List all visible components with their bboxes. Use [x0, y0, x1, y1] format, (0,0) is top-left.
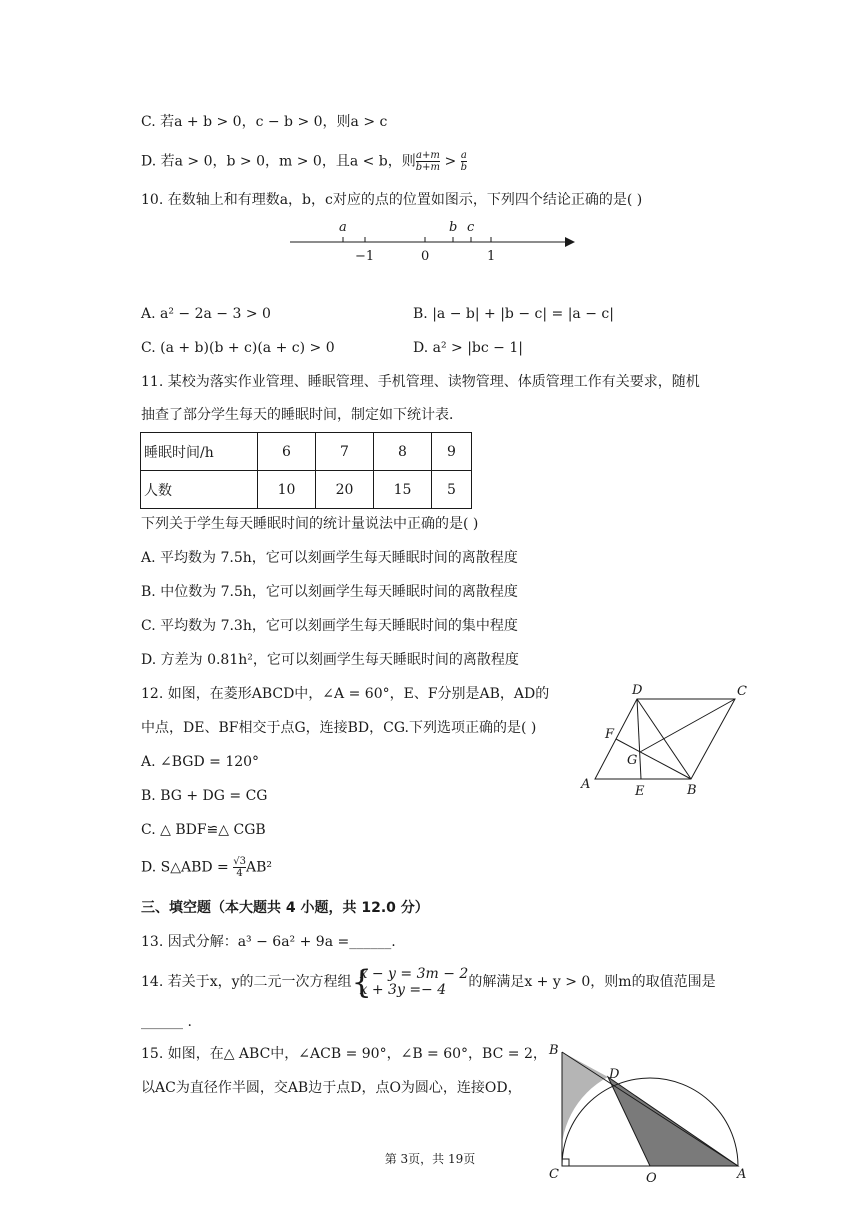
q15-label-o: O — [646, 1171, 657, 1186]
q14-post: 的解满足x + y > 0，则m的取值范围是 — [468, 974, 716, 990]
q12-option-c: C. △ BDF≌△ CGB — [141, 822, 266, 838]
table-cell: 9 — [432, 433, 472, 471]
q10-tick-0: 0 — [421, 249, 430, 264]
q11-after-table: 下列关于学生每天睡眠时间的统计量说法中正确的是( ) — [141, 516, 479, 532]
q9-gt: > — [440, 153, 461, 170]
q14-equation-system: { x − y = 3m − 2 x + 3y =− 4 — [351, 963, 469, 1001]
q12-fraction: $\frac{√3}{4}$ — [233, 856, 246, 879]
q15-stem-2: 以AC为直径作半圆，交AB边于点D，点O为圆心，连接OD， — [141, 1080, 522, 1096]
q12-option-d-text: D. S△ABD = — [141, 859, 234, 876]
q10-stem: 10. 在数轴上和有理数a，b，c对应的点的位置如图示，下列四个结论正确的是( ) — [141, 192, 643, 208]
q10-number-line — [285, 218, 585, 268]
q11-stem-1: 11. 某校为落实作业管理、睡眠管理、手机管理、读物管理、体质管理工作有关要求，随机 — [141, 374, 700, 390]
q11-option-a: A. 平均数为 7.5h，它可以刻画学生每天睡眠时间的离散程度 — [141, 550, 518, 566]
q10-tick-1: 1 — [487, 249, 496, 264]
q9-option-d-text: D. 若a > 0，b > 0，m > 0，且a < b，则 — [141, 153, 416, 170]
q10-label-b: b — [449, 220, 458, 235]
rhombus-figure — [575, 682, 755, 807]
q9-fraction-1: $\frac{a+m}{b+m}$ — [415, 150, 441, 173]
q12-option-d — [141, 856, 272, 879]
q11-option-c: C. 平均数为 7.3h，它可以刻画学生每天睡眠时间的集中程度 — [141, 618, 518, 634]
q14-eq1: x − y = 3m − 2 — [359, 966, 469, 982]
q14-blank: ______ . — [141, 1014, 192, 1030]
table-header-count: 人数 — [141, 471, 258, 509]
table-cell: 8 — [374, 433, 432, 471]
q14-eq2: x + 3y =− 4 — [359, 982, 447, 998]
q10-label-c: c — [467, 220, 475, 235]
table-cell: 7 — [316, 433, 374, 471]
q15-label-d: D — [609, 1067, 620, 1082]
q12-label-f: F — [605, 727, 615, 742]
table-cell: 5 — [432, 471, 472, 509]
q9-option-c: C. 若a + b > 0，c − b > 0，则a > c — [141, 114, 388, 130]
table-cell: 15 — [374, 471, 432, 509]
q10-option-a: A. a² − 2a − 3 > 0 — [141, 306, 271, 322]
q11-option-b: B. 中位数为 7.5h，它可以刻画学生每天睡眠时间的离散程度 — [141, 584, 518, 600]
sleep-stats-table — [140, 432, 472, 509]
q15-label-c: C — [549, 1167, 559, 1182]
q13: 13. 因式分解：a³ − 6a² + 9a =______. — [141, 934, 396, 950]
q11-stem-2: 抽查了部分学生每天的睡眠时间，制定如下统计表． — [141, 407, 463, 423]
q15-label-a: A — [737, 1167, 747, 1182]
table-header-sleep-time: 睡眠时间/h — [141, 433, 258, 471]
q12-label-a: A — [581, 777, 591, 792]
q14 — [141, 963, 716, 1001]
table-cell: 10 — [258, 471, 316, 509]
q12-stem-2: 中点，DE、BF相交于点G，连接BD，CG.下列选项正确的是( ) — [141, 720, 537, 736]
q12-stem-1: 12. 如图，在菱形ABCD中，∠A = 60°，E、F分别是AB，AD的 — [141, 686, 550, 702]
table-row — [141, 471, 472, 509]
table-cell: 20 — [316, 471, 374, 509]
q12-label-b: B — [687, 783, 697, 798]
q15-label-b: B — [549, 1043, 559, 1058]
q12-option-d-post: AB² — [245, 859, 272, 876]
q10-option-c: C. (a + b)(b + c)(a + c) > 0 — [141, 340, 335, 356]
q9-fraction-2: $\frac{a}{b}$ — [460, 150, 468, 173]
q12-label-d: D — [632, 683, 643, 698]
q10-tick-neg1: −1 — [355, 249, 375, 264]
q10-label-a: a — [339, 220, 347, 235]
q12-label-c: C — [737, 684, 747, 699]
q10-option-b: B. |a − b| + |b − c| = |a − c| — [413, 306, 614, 322]
table-row — [141, 433, 472, 471]
q12-label-g: G — [627, 753, 638, 768]
page-footer: 第 3页，共 19页 — [384, 1152, 476, 1166]
q15-stem-1: 15. 如图，在△ ABC中，∠ACB = 90°，∠B = 60°，BC = 2， — [141, 1046, 547, 1062]
q12-option-a: A. ∠BGD = 120° — [141, 754, 260, 770]
q11-option-d: D. 方差为 0.81h²，它可以刻画学生每天睡眠时间的离散程度 — [141, 652, 519, 668]
q14-pre: 14. 若关于x，y的二元一次方程组 — [141, 974, 352, 990]
table-cell: 6 — [258, 433, 316, 471]
q10-option-d: D. a² > |bc − 1| — [413, 340, 523, 356]
q12-option-b: B. BG + DG = CG — [141, 788, 268, 804]
q9-option-d — [141, 150, 467, 173]
section-3-heading: 三、填空题（本大题共 4 小题，共 12.0 分） — [141, 900, 429, 916]
q12-label-e: E — [635, 784, 645, 799]
